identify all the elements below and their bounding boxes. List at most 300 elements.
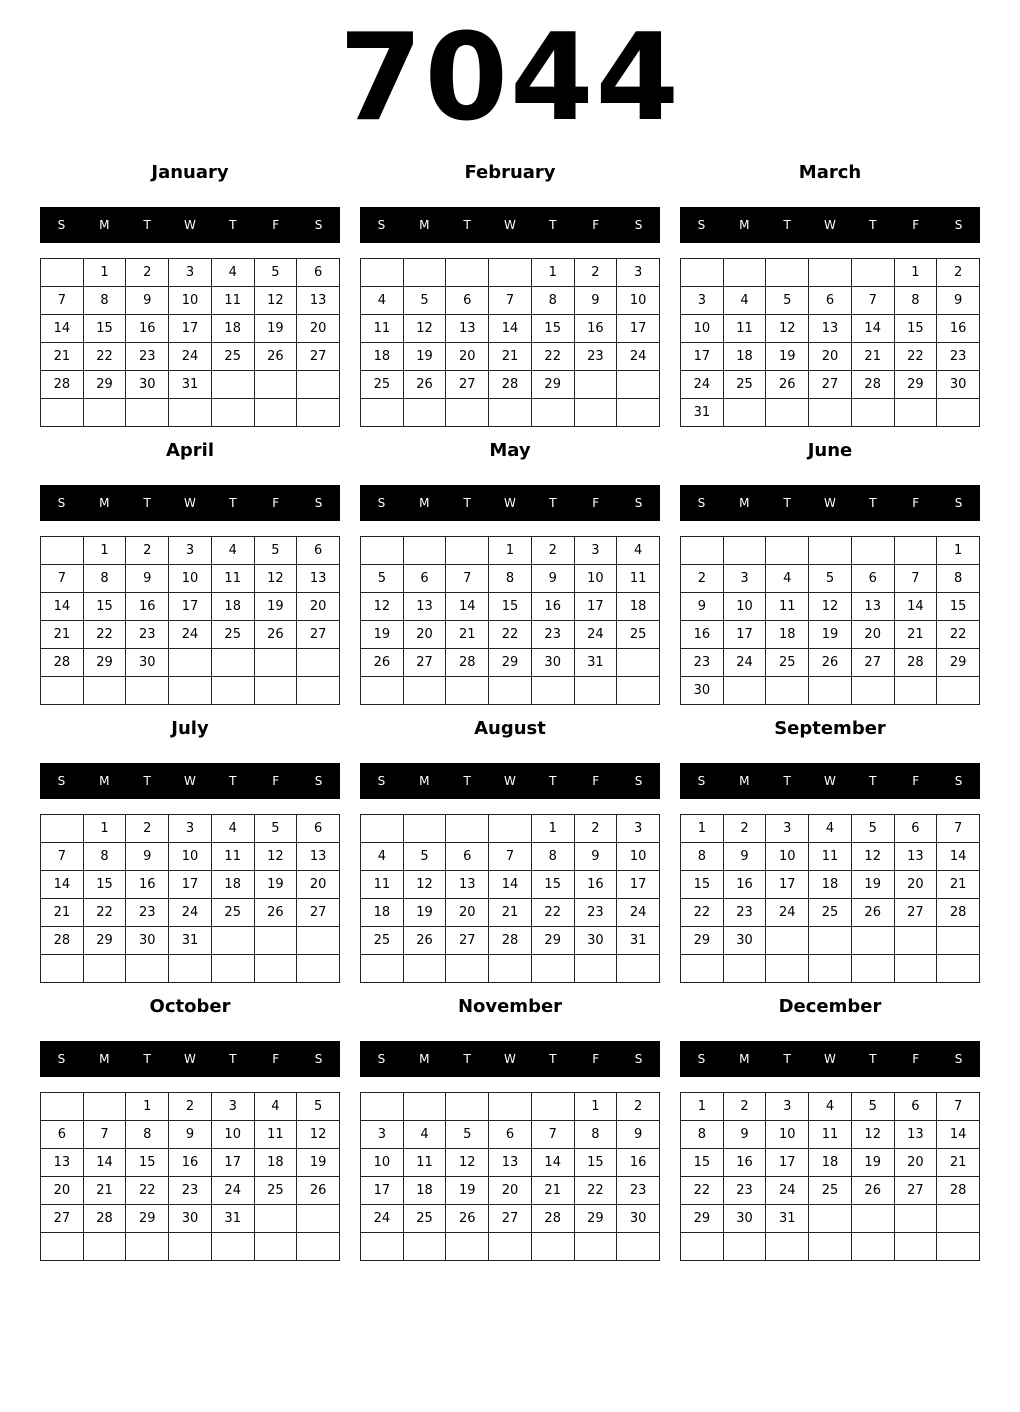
weekday-label: S — [954, 774, 963, 788]
day-cell: 18 — [212, 593, 255, 621]
day-cell — [404, 399, 447, 427]
day-cell: 10 — [169, 287, 212, 315]
day-cell — [489, 1093, 532, 1121]
day-cell — [895, 1205, 938, 1233]
day-cell — [169, 649, 212, 677]
day-cell — [212, 1233, 255, 1261]
day-cell: 9 — [126, 287, 169, 315]
weekday-label: M — [419, 774, 430, 788]
weekday-label: F — [592, 1052, 600, 1066]
day-cell: 29 — [84, 649, 127, 677]
weekday-label: F — [912, 1052, 920, 1066]
day-cell — [126, 399, 169, 427]
day-cell: 17 — [681, 343, 724, 371]
day-cell — [126, 677, 169, 705]
day-cell: 21 — [489, 343, 532, 371]
weekday-label: M — [739, 218, 750, 232]
day-cell: 3 — [575, 537, 618, 565]
day-cell: 9 — [937, 287, 980, 315]
day-cell: 26 — [361, 649, 404, 677]
day-cell: 28 — [41, 649, 84, 677]
day-cell — [489, 399, 532, 427]
day-cell: 1 — [681, 815, 724, 843]
day-cell: 9 — [169, 1121, 212, 1149]
weekday-label: T — [549, 1052, 557, 1066]
day-cell — [169, 1233, 212, 1261]
weekday-label: T — [143, 774, 151, 788]
day-cell: 2 — [937, 259, 980, 287]
day-cell: 22 — [84, 621, 127, 649]
day-cell: 8 — [532, 843, 575, 871]
day-cell: 18 — [766, 621, 809, 649]
weekday-label: S — [57, 496, 66, 510]
day-cell — [575, 955, 618, 983]
day-cell: 18 — [361, 899, 404, 927]
day-cell: 18 — [724, 343, 767, 371]
day-cell — [937, 677, 980, 705]
day-cell: 29 — [532, 927, 575, 955]
weekday-header — [680, 485, 980, 521]
day-cell — [724, 537, 767, 565]
day-cell — [489, 815, 532, 843]
day-cell: 21 — [41, 621, 84, 649]
day-cell — [532, 955, 575, 983]
day-cell: 1 — [126, 1093, 169, 1121]
day-cell: 24 — [766, 1177, 809, 1205]
day-cell: 14 — [532, 1149, 575, 1177]
weekday-label: S — [634, 774, 643, 788]
weekday-label: S — [954, 496, 963, 510]
day-cell: 4 — [766, 565, 809, 593]
day-cell: 3 — [617, 815, 660, 843]
day-cell — [297, 399, 340, 427]
month-2 — [680, 158, 980, 427]
day-cell: 2 — [724, 815, 767, 843]
day-cell: 5 — [766, 287, 809, 315]
day-cell: 28 — [41, 927, 84, 955]
weekday-header — [680, 1041, 980, 1077]
day-cell: 28 — [895, 649, 938, 677]
day-cell — [361, 1233, 404, 1261]
day-cell — [297, 1233, 340, 1261]
day-cell: 28 — [446, 649, 489, 677]
day-cell: 29 — [489, 649, 532, 677]
day-cell: 24 — [724, 649, 767, 677]
day-cell: 9 — [617, 1121, 660, 1149]
year-title: 7044 — [339, 9, 681, 148]
day-cell: 9 — [575, 287, 618, 315]
day-cell: 31 — [169, 927, 212, 955]
day-cell: 23 — [126, 343, 169, 371]
day-cell — [84, 1093, 127, 1121]
day-cell — [84, 1233, 127, 1261]
day-cell — [41, 955, 84, 983]
weekday-label: F — [272, 496, 280, 510]
day-cell — [255, 1205, 298, 1233]
day-cell — [361, 537, 404, 565]
weekday-label: W — [504, 774, 516, 788]
day-cell: 10 — [169, 843, 212, 871]
day-cell: 31 — [169, 371, 212, 399]
day-cell: 5 — [809, 565, 852, 593]
day-cell: 18 — [809, 871, 852, 899]
weekday-label: S — [57, 218, 66, 232]
day-cell: 27 — [41, 1205, 84, 1233]
day-cell: 1 — [84, 537, 127, 565]
day-cell: 16 — [681, 621, 724, 649]
day-cell — [937, 399, 980, 427]
weekday-label: T — [143, 218, 151, 232]
day-cell: 14 — [852, 315, 895, 343]
month-name: July — [171, 718, 209, 739]
day-cell: 21 — [489, 899, 532, 927]
day-cell: 15 — [937, 593, 980, 621]
day-cell — [489, 1233, 532, 1261]
day-cell: 17 — [169, 871, 212, 899]
month-name: November — [457, 996, 563, 1017]
weekday-header — [360, 763, 660, 799]
day-cell — [681, 1233, 724, 1261]
day-cell: 31 — [681, 399, 724, 427]
day-cell — [809, 1233, 852, 1261]
month-9 — [40, 992, 340, 1261]
day-cell: 1 — [84, 815, 127, 843]
day-cell: 16 — [126, 871, 169, 899]
day-cell: 15 — [532, 315, 575, 343]
day-cell: 14 — [937, 1121, 980, 1149]
weekday-label: W — [824, 496, 836, 510]
day-cell — [446, 1093, 489, 1121]
day-cell: 4 — [617, 537, 660, 565]
day-cell — [895, 927, 938, 955]
day-cell: 26 — [852, 1177, 895, 1205]
day-cell: 14 — [895, 593, 938, 621]
day-cell: 14 — [446, 593, 489, 621]
day-cell: 5 — [255, 537, 298, 565]
day-cell: 17 — [766, 871, 809, 899]
day-cell — [852, 927, 895, 955]
day-cell — [212, 649, 255, 677]
day-cell: 10 — [361, 1149, 404, 1177]
weekday-label: S — [377, 774, 386, 788]
day-cell: 25 — [766, 649, 809, 677]
day-cell: 10 — [212, 1121, 255, 1149]
day-cell: 24 — [169, 621, 212, 649]
day-cell: 7 — [532, 1121, 575, 1149]
weekday-label: W — [504, 496, 516, 510]
day-cell: 28 — [489, 371, 532, 399]
day-cell — [852, 259, 895, 287]
day-cell: 26 — [766, 371, 809, 399]
day-cell — [361, 955, 404, 983]
day-cell — [446, 1233, 489, 1261]
day-cell: 6 — [446, 843, 489, 871]
day-cell: 11 — [212, 843, 255, 871]
weekday-header — [360, 1041, 660, 1077]
day-cell: 8 — [681, 1121, 724, 1149]
day-cell: 29 — [937, 649, 980, 677]
day-cell: 22 — [895, 343, 938, 371]
day-cell: 16 — [724, 1149, 767, 1177]
day-cell: 12 — [446, 1149, 489, 1177]
day-cell — [489, 677, 532, 705]
weekday-header — [680, 207, 980, 243]
day-cell: 20 — [297, 315, 340, 343]
day-cell: 21 — [937, 871, 980, 899]
day-cell — [809, 399, 852, 427]
day-cell: 9 — [681, 593, 724, 621]
day-cell: 28 — [852, 371, 895, 399]
weekday-label: F — [272, 1052, 280, 1066]
weekday-label: T — [549, 218, 557, 232]
weekday-label: T — [549, 774, 557, 788]
day-cell: 3 — [169, 259, 212, 287]
weekday-label: S — [697, 496, 706, 510]
day-cell: 23 — [575, 343, 618, 371]
day-cell: 8 — [84, 843, 127, 871]
day-cell: 18 — [617, 593, 660, 621]
day-cell: 24 — [212, 1177, 255, 1205]
day-cell — [446, 537, 489, 565]
day-cell: 19 — [404, 899, 447, 927]
day-cell: 4 — [212, 815, 255, 843]
day-cell — [404, 815, 447, 843]
day-cell: 19 — [297, 1149, 340, 1177]
day-cell: 5 — [404, 843, 447, 871]
day-cell — [404, 1093, 447, 1121]
day-cell: 3 — [361, 1121, 404, 1149]
day-cell: 19 — [766, 343, 809, 371]
month-name: August — [474, 718, 546, 739]
day-cell: 19 — [404, 343, 447, 371]
day-cell: 29 — [126, 1205, 169, 1233]
day-cell: 11 — [724, 315, 767, 343]
day-cell — [255, 399, 298, 427]
day-cell: 12 — [361, 593, 404, 621]
day-cell: 2 — [169, 1093, 212, 1121]
day-cell — [126, 1233, 169, 1261]
day-cell: 21 — [852, 343, 895, 371]
day-cell: 12 — [297, 1121, 340, 1149]
day-cell: 15 — [575, 1149, 618, 1177]
day-cell: 8 — [84, 287, 127, 315]
weekday-label: T — [869, 1052, 877, 1066]
weekday-label: S — [634, 1052, 643, 1066]
day-cell — [852, 677, 895, 705]
day-cell: 7 — [852, 287, 895, 315]
day-cell: 10 — [575, 565, 618, 593]
day-cell: 27 — [446, 927, 489, 955]
day-cell: 18 — [212, 315, 255, 343]
month-3 — [40, 436, 340, 705]
weekday-header — [360, 207, 660, 243]
day-cell: 1 — [681, 1093, 724, 1121]
day-cell: 5 — [255, 259, 298, 287]
day-cell: 23 — [724, 1177, 767, 1205]
day-cell — [852, 399, 895, 427]
day-cell: 20 — [852, 621, 895, 649]
day-cell — [297, 677, 340, 705]
day-cell: 22 — [84, 899, 127, 927]
day-cell — [489, 259, 532, 287]
day-cell: 8 — [126, 1121, 169, 1149]
weekday-label: W — [184, 774, 196, 788]
day-cell: 11 — [212, 287, 255, 315]
day-cell: 2 — [681, 565, 724, 593]
day-cell: 10 — [681, 315, 724, 343]
day-cell: 16 — [937, 315, 980, 343]
day-cell: 5 — [297, 1093, 340, 1121]
day-cell — [852, 1233, 895, 1261]
day-cell: 14 — [489, 315, 532, 343]
day-cell: 28 — [41, 371, 84, 399]
day-cell: 9 — [126, 843, 169, 871]
weekday-label: T — [869, 496, 877, 510]
day-cell: 22 — [126, 1177, 169, 1205]
day-cell: 5 — [361, 565, 404, 593]
day-cell: 22 — [937, 621, 980, 649]
day-cell: 3 — [212, 1093, 255, 1121]
day-cell: 7 — [41, 287, 84, 315]
day-cell — [766, 677, 809, 705]
day-cell: 25 — [212, 621, 255, 649]
day-cell: 13 — [41, 1149, 84, 1177]
day-cell: 17 — [617, 315, 660, 343]
day-cell: 16 — [169, 1149, 212, 1177]
day-cell: 5 — [852, 1093, 895, 1121]
day-cell: 14 — [84, 1149, 127, 1177]
weekday-label: M — [99, 1052, 110, 1066]
month-1 — [360, 158, 660, 427]
day-cell: 1 — [895, 259, 938, 287]
day-cell: 26 — [255, 621, 298, 649]
day-cell — [297, 371, 340, 399]
day-cell — [404, 537, 447, 565]
day-cell: 26 — [255, 899, 298, 927]
day-cell: 1 — [575, 1093, 618, 1121]
day-cell: 17 — [169, 593, 212, 621]
day-cell: 7 — [41, 843, 84, 871]
day-cell: 24 — [617, 343, 660, 371]
day-cell: 26 — [255, 343, 298, 371]
day-cell: 28 — [937, 1177, 980, 1205]
day-cell: 13 — [809, 315, 852, 343]
day-cell — [766, 537, 809, 565]
day-cell: 16 — [575, 315, 618, 343]
day-cell — [41, 259, 84, 287]
day-cell: 14 — [489, 871, 532, 899]
day-cell — [41, 677, 84, 705]
weekday-label: W — [504, 218, 516, 232]
day-cell: 1 — [937, 537, 980, 565]
day-cell: 13 — [852, 593, 895, 621]
day-cell: 25 — [212, 899, 255, 927]
day-cell: 17 — [766, 1149, 809, 1177]
day-cell: 30 — [126, 927, 169, 955]
day-cell: 26 — [404, 371, 447, 399]
weekday-label: F — [912, 774, 920, 788]
day-cell: 5 — [852, 815, 895, 843]
day-cell: 1 — [84, 259, 127, 287]
day-grid — [40, 814, 340, 983]
day-cell: 24 — [766, 899, 809, 927]
weekday-label: M — [739, 496, 750, 510]
day-cell: 16 — [532, 593, 575, 621]
day-cell — [852, 537, 895, 565]
day-cell: 28 — [937, 899, 980, 927]
weekday-label: M — [419, 1052, 430, 1066]
day-cell — [809, 537, 852, 565]
day-cell: 27 — [297, 621, 340, 649]
weekday-label: T — [229, 1052, 237, 1066]
weekday-label: W — [824, 1052, 836, 1066]
day-cell: 23 — [681, 649, 724, 677]
day-cell: 3 — [169, 815, 212, 843]
weekday-label: T — [783, 1052, 791, 1066]
day-cell: 11 — [404, 1149, 447, 1177]
day-cell: 30 — [575, 927, 618, 955]
day-cell — [446, 399, 489, 427]
day-cell: 7 — [446, 565, 489, 593]
day-cell: 13 — [404, 593, 447, 621]
day-cell: 6 — [489, 1121, 532, 1149]
day-cell — [724, 259, 767, 287]
day-cell: 13 — [446, 871, 489, 899]
weekday-label: W — [184, 496, 196, 510]
day-cell: 11 — [617, 565, 660, 593]
day-cell — [255, 649, 298, 677]
day-cell: 14 — [41, 871, 84, 899]
day-cell: 6 — [297, 815, 340, 843]
day-cell: 20 — [809, 343, 852, 371]
day-cell: 24 — [361, 1205, 404, 1233]
day-cell — [361, 677, 404, 705]
day-cell: 12 — [255, 565, 298, 593]
weekday-label: M — [99, 496, 110, 510]
day-cell — [937, 955, 980, 983]
day-cell — [84, 399, 127, 427]
weekday-label: S — [954, 1052, 963, 1066]
day-cell: 12 — [255, 843, 298, 871]
day-cell: 15 — [532, 871, 575, 899]
day-cell: 18 — [809, 1149, 852, 1177]
day-cell: 29 — [681, 1205, 724, 1233]
weekday-label: S — [697, 774, 706, 788]
day-cell — [404, 1233, 447, 1261]
day-cell: 20 — [446, 343, 489, 371]
day-cell: 21 — [41, 899, 84, 927]
day-cell — [724, 1233, 767, 1261]
day-cell — [937, 1233, 980, 1261]
day-cell: 2 — [617, 1093, 660, 1121]
day-cell — [169, 399, 212, 427]
month-8 — [680, 714, 980, 983]
day-cell — [84, 955, 127, 983]
weekday-label: T — [143, 1052, 151, 1066]
day-cell: 23 — [617, 1177, 660, 1205]
weekday-header — [40, 485, 340, 521]
weekday-label: M — [739, 774, 750, 788]
day-cell: 8 — [937, 565, 980, 593]
day-cell: 13 — [297, 287, 340, 315]
day-cell: 19 — [809, 621, 852, 649]
day-cell: 17 — [212, 1149, 255, 1177]
month-11 — [680, 992, 980, 1261]
weekday-label: F — [592, 774, 600, 788]
day-cell: 30 — [617, 1205, 660, 1233]
day-cell: 30 — [681, 677, 724, 705]
day-cell: 8 — [895, 287, 938, 315]
